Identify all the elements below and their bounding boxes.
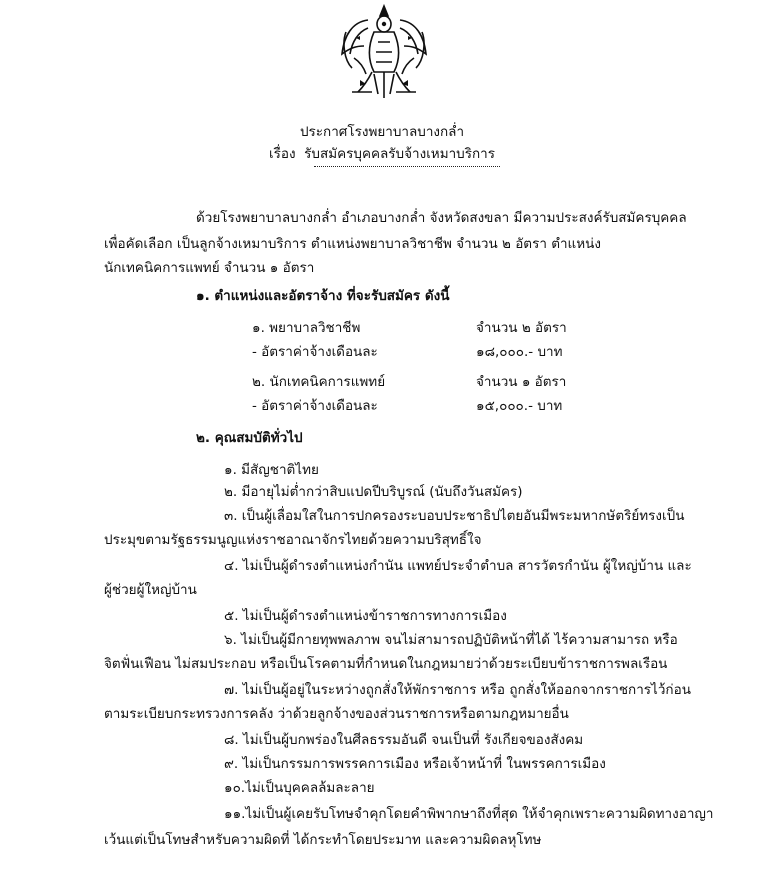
qualification-4: ๔. ไม่เป็นผู้ดำรงตำแหน่งกำนัน แพทย์ประจำตำบล สารวัตรกำนัน ผู้ใหญ่บ้าน และ	[224, 558, 692, 574]
intro-line-3: นักเทคนิคการแพทย์ จำนวน ๑ อัตรา	[104, 260, 315, 276]
qualification-10: ๑๐.ไม่เป็นบุคคลล้มละลาย	[224, 780, 375, 796]
section1-heading: ๑. ตำแหน่งและอัตราจ้าง ที่จะรับสมัคร ดังนี้	[196, 288, 450, 304]
qualification-7-cont: ตามระเบียบกระทรวงการคลัง ว่าด้วยลูกจ้างของส่วนราชการหรือตามกฎหมายอื่น	[104, 706, 569, 722]
qualification-6-cont: จิตฟั่นเฟือน ไม่สมประกอบ หรือเป็นโรคตามที่กำหนดในกฎหมายว่าด้วยระเบียบข้าราชการพลเรือน	[104, 656, 668, 672]
qualification-4-cont: ผู้ช่วยผู้ใหญ่บ้าน	[104, 582, 197, 598]
garuda-emblem-icon	[338, 2, 430, 100]
intro-line-2: เพื่อคัดเลือก เป็นลูกจ้างเหมาบริการ ตำแหน่งพยาบาลวิชาชีพ จำนวน ๒ อัตรา ตำแหน่ง	[104, 236, 601, 252]
qualification-8: ๘. ไม่เป็นผู้บกพร่องในศีลธรรมอันดี จนเป็นที่ รังเกียจของสังคม	[224, 732, 584, 748]
intro-line-1: ด้วยโรงพยาบาลบางกล่ำ อำเภอบางกล่ำ จังหวัดสงขลา มีความประสงค์รับสมัครบุคคล	[196, 210, 687, 226]
announcement-title: ประกาศโรงพยาบาลบางกล่ำ	[299, 124, 465, 140]
qualification-2: ๒. มีอายุไม่ต่ำกว่าสิบแปดปีบริบูรณ์ (นับถึงวันสมัคร)	[224, 484, 523, 500]
qualification-11-cont: เว้นแต่เป็นโทษสำหรับความผิดที่ ได้กระทำโดยประมาท และความผิดลหุโทษ	[104, 832, 542, 848]
subject-label: เรื่อง	[268, 146, 296, 162]
position-2-wage-label: - อัตราค่าจ้างเดือนละ	[252, 398, 378, 414]
qualification-1: ๑. มีสัญชาติไทย	[224, 462, 319, 478]
position-2-name: ๒. นักเทคนิคการแพทย์	[252, 374, 386, 390]
position-1-count: จำนวน ๒ อัตรา	[476, 320, 567, 336]
qualification-7: ๗. ไม่เป็นผู้อยู่ในระหว่างถูกสั่งให้พักราชการ หรือ ถูกสั่งให้ออกจากราชการไว้ก่อน	[224, 682, 691, 698]
announcement-subject	[0, 144, 764, 164]
position-1-wage: ๑๘,๐๐๐.- บาท	[476, 344, 563, 360]
qualification-5: ๕. ไม่เป็นผู้ดำรงตำแหน่งข้าราชการทางการเมือง	[224, 608, 507, 624]
position-2-wage: ๑๕,๐๐๐.- บาท	[476, 398, 563, 414]
position-1-name: ๑. พยาบาลวิชาชีพ	[252, 320, 361, 336]
qualification-11: ๑๑.ไม่เป็นผู้เคยรับโทษจำคุกโดยคำพิพากษาถึงที่สุด ให้จำคุกเพราะความผิดทางอาญา	[224, 806, 714, 822]
qualification-9: ๙. ไม่เป็นกรรมการพรรคการเมือง หรือเจ้าหน้าที่ ในพรรคการเมือง	[224, 756, 606, 772]
subject-text: รับสมัครบุคคลรับจ้างเหมาบริการ	[304, 146, 496, 162]
position-1-wage-label: - อัตราค่าจ้างเดือนละ	[252, 344, 378, 360]
qualification-3-cont: ประมุขตามรัฐธรรมนูญแห่งราชอาณาจักรไทยด้วยความบริสุทธิ์ใจ	[104, 532, 482, 548]
section2-heading: ๒. คุณสมบัติทั่วไป	[196, 430, 303, 446]
qualification-6: ๖. ไม่เป็นผู้มีกายทุพพลภาพ จนไม่สามารถปฏิบัติหน้าที่ได้ ไร้ความสามารถ หรือ	[224, 632, 678, 648]
qualification-3: ๓. เป็นผู้เลื่อมใสในการปกครองระบอบประชาธิปไตยอันมีพระมหากษัตริย์ทรงเป็น	[224, 508, 685, 524]
position-2-count: จำนวน ๑ อัตรา	[476, 374, 567, 390]
title-divider	[314, 166, 500, 167]
